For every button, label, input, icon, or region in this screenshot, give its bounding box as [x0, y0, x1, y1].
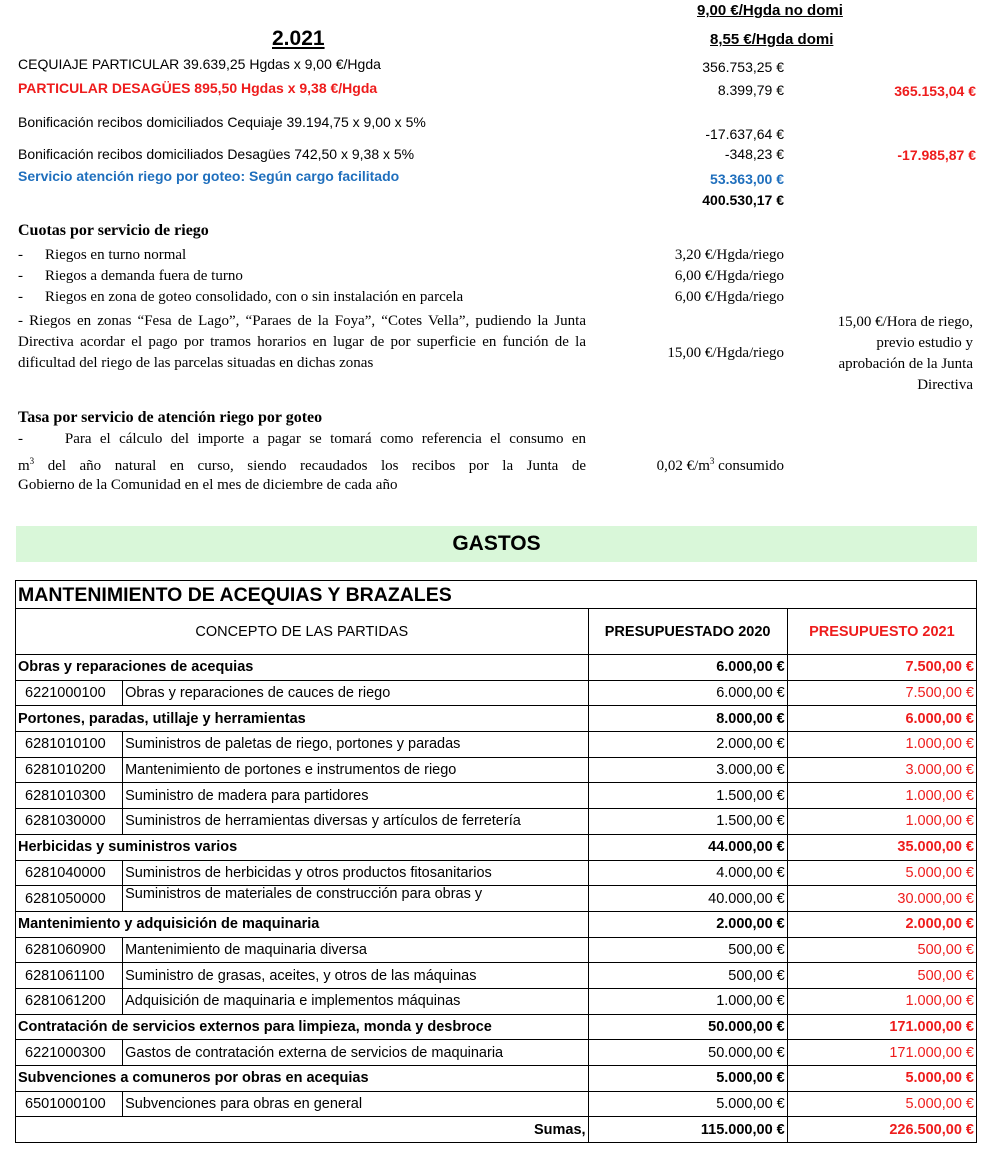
- group-row: [16, 655, 977, 681]
- account-code: 6281050000: [16, 886, 123, 912]
- col-2021-header: PRESUPUESTO 2021: [787, 609, 976, 655]
- group-row: [16, 834, 977, 860]
- bonif-cequiaje-value: -17.637,64 €: [705, 126, 784, 142]
- account-code: 6281060900: [16, 937, 123, 963]
- gastos-banner: [16, 526, 977, 562]
- tasa-unit-exponent: 3: [29, 456, 35, 466]
- concept-cell: Suministros de herbicidas y otros productos fitosanitarios: [123, 860, 588, 886]
- concept-cell: Gastos de contratación externa de servicios de maquinaria: [123, 1040, 588, 1066]
- tasa-text-3: Gobierno de la Comunidad en el mes de diciembre de cada año: [18, 477, 398, 493]
- cuota-special-text: - Riegos en zonas “Fesa de Lago”, “Paraes de la Foya”, “Cotes Vella”, pudiendo la Junta Directiva acordar el pago por tramos horarios en lugar de por superficie en función de la dificultad del riego de las parcelas situadas en dichas zonas: [18, 313, 586, 371]
- concept-cell: Suministros de herramientas diversas y artículos de ferretería: [123, 809, 588, 835]
- value-2021: 1.000,00 €: [787, 988, 976, 1014]
- rate-no-domi: 9,00 €/Hgda no domi: [697, 2, 843, 19]
- group-row: [16, 1014, 977, 1040]
- table-row: [16, 988, 977, 1014]
- sum-label: Sumas,: [16, 1117, 589, 1143]
- cequiaje-label: CEQUIAJE PARTICULAR 39.639,25 Hgdas x 9,00 €/Hgda: [18, 56, 381, 72]
- concept-cell: Mantenimiento de portones e instrumentos de riego: [123, 757, 588, 783]
- rate-domi: 8,55 €/Hgda domi: [710, 31, 834, 48]
- cuota-value-goteo: 6,00 €/Hgda/riego: [674, 289, 784, 305]
- account-code: 6281040000: [16, 860, 123, 886]
- table-row: [16, 886, 977, 912]
- table-row: [16, 809, 977, 835]
- value-2021: 1.000,00 €: [787, 783, 976, 809]
- value-2020: 3.000,00 €: [588, 757, 787, 783]
- account-code: 6281061200: [16, 988, 123, 1014]
- table-title: MANTENIMIENTO DE ACEQUIAS Y BRAZALES: [16, 581, 977, 609]
- tasa-value-exponent: 3: [709, 456, 715, 466]
- value-2020: 4.000,00 €: [588, 860, 787, 886]
- table-row: [16, 963, 977, 989]
- table-row: [16, 1091, 977, 1117]
- cuota-value-turno-normal: 3,20 €/Hgda/riego: [674, 247, 784, 263]
- cequiaje-value: 356.753,25 €: [702, 59, 784, 75]
- cuota-special-note-4: Directiva: [917, 377, 973, 393]
- group-label: Obras y reparaciones de acequias: [16, 655, 589, 681]
- subtotal-1: 365.153,04 €: [894, 83, 976, 99]
- value-2020: 6.000,00 €: [588, 680, 787, 706]
- table-title-row: [16, 581, 977, 609]
- table-row: [16, 1040, 977, 1066]
- group-value-2020: 44.000,00 €: [588, 834, 787, 860]
- concept-cell: Suministro de grasas, aceites, y otros de las máquinas: [123, 963, 588, 989]
- cuota-dash: -: [18, 268, 23, 284]
- value-2020: 500,00 €: [588, 937, 787, 963]
- value-2020: 2.000,00 €: [588, 732, 787, 758]
- group-label: Mantenimiento y adquisición de maquinaria: [16, 911, 589, 937]
- bonif-desagues-value: -348,23 €: [724, 146, 784, 162]
- cuota-value-demanda: 6,00 €/Hgda/riego: [674, 268, 784, 284]
- value-2021: 5.000,00 €: [787, 860, 976, 886]
- col-concept-header: [16, 609, 589, 655]
- bonif-cequiaje-label: Bonificación recibos domiciliados Cequiaje 39.194,75 x 9,00 x 5%: [18, 114, 426, 130]
- group-value-2021: 35.000,00 €: [787, 834, 976, 860]
- cuota-special-note-3: aprobación de la Junta: [838, 356, 973, 372]
- bonif-desagues-label: Bonificación recibos domiciliados Desagües 742,50 x 9,38 x 5%: [18, 146, 415, 162]
- group-label: Contratación de servicios externos para limpieza, monda y desbroce: [16, 1014, 589, 1040]
- goteo-label: Servicio atención riego por goteo: Según cargo facilitado: [18, 168, 400, 184]
- value-2020: 1.500,00 €: [588, 783, 787, 809]
- value-2020: 1.000,00 €: [588, 988, 787, 1014]
- gastos-title: GASTOS: [452, 532, 541, 555]
- value-2021: 500,00 €: [787, 937, 976, 963]
- concept-cell: Suministros de paletas de riego, portones y paradas: [123, 732, 588, 758]
- goteo-value: 53.363,00 €: [710, 171, 784, 187]
- concept-cell: Subvenciones para obras en general: [123, 1091, 588, 1117]
- cuota-dash: -: [18, 289, 23, 305]
- value-2021: 500,00 €: [787, 963, 976, 989]
- table-row: [16, 783, 977, 809]
- group-row: [16, 911, 977, 937]
- group-value-2021: 171.000,00 €: [787, 1014, 976, 1040]
- value-2020: 500,00 €: [588, 963, 787, 989]
- year-heading: 2.021: [272, 27, 325, 50]
- cuota-special-value: 15,00 €/Hgda/riego: [667, 345, 784, 361]
- tasa-title: Tasa por servicio de atención riego por goteo: [18, 409, 323, 426]
- group-label: Subvenciones a comuneros por obras en acequias: [16, 1066, 589, 1092]
- value-2020: 40.000,00 €: [588, 886, 787, 912]
- group-value-2020: 6.000,00 €: [588, 655, 787, 681]
- group-row: [16, 1066, 977, 1092]
- table-row: [16, 937, 977, 963]
- value-2021: 30.000,00 €: [787, 886, 976, 912]
- sum-2020: 115.000,00 €: [588, 1117, 787, 1143]
- group-value-2020: 5.000,00 €: [588, 1066, 787, 1092]
- group-value-2021: 2.000,00 €: [787, 911, 976, 937]
- cuota-special-note-1: 15,00 €/Hora de riego,: [837, 314, 973, 330]
- table-row: [16, 680, 977, 706]
- sum-row: [16, 1117, 977, 1143]
- account-code: 6221000300: [16, 1040, 123, 1066]
- tasa-text-2: [18, 456, 586, 475]
- value-2021: 7.500,00 €: [787, 680, 976, 706]
- account-code: 6281030000: [16, 809, 123, 835]
- cuota-item-goteo: Riegos en zona de goteo consolidado, con o sin instalación en parcela: [45, 289, 464, 305]
- desagues-value: 8.399,79 €: [717, 82, 784, 98]
- cuota-item-turno-normal: Riegos en turno normal: [45, 247, 187, 263]
- tasa-value: [600, 456, 784, 475]
- cuotas-title: Cuotas por servicio de riego: [18, 222, 209, 239]
- tasa-value-b: consumido: [714, 458, 784, 474]
- value-2021: 3.000,00 €: [787, 757, 976, 783]
- group-label: Herbicidas y suministros varios: [16, 834, 589, 860]
- group-value-2021: 7.500,00 €: [787, 655, 976, 681]
- concept-cell: Obras y reparaciones de cauces de riego: [123, 680, 588, 706]
- col-concept-label: CONCEPTO DE LAS PARTIDAS: [195, 623, 409, 640]
- concept-cell: Mantenimiento de maquinaria diversa: [123, 937, 588, 963]
- value-2020: 50.000,00 €: [588, 1040, 787, 1066]
- concept-cell: Suministro de madera para partidores: [123, 783, 588, 809]
- cuota-special-note-2: previo estudio y: [876, 335, 973, 351]
- table-row: [16, 732, 977, 758]
- value-2021: 1.000,00 €: [787, 809, 976, 835]
- concept-cell: Suministros de materiales de construcción para obras y: [123, 886, 588, 912]
- table-header-row: [16, 609, 977, 655]
- value-2020: 1.500,00 €: [588, 809, 787, 835]
- subtotal-2: -17.985,87 €: [897, 147, 976, 163]
- account-code: 6281010300: [16, 783, 123, 809]
- budget-table: [15, 580, 977, 1143]
- table-row: [16, 860, 977, 886]
- table-row: [16, 757, 977, 783]
- group-value-2020: 2.000,00 €: [588, 911, 787, 937]
- account-code: 6281061100: [16, 963, 123, 989]
- account-code: 6501000100: [16, 1091, 123, 1117]
- value-2021: 1.000,00 €: [787, 732, 976, 758]
- value-2021: 171.000,00 €: [787, 1040, 976, 1066]
- concept-cell: Adquisición de maquinaria e implementos máquinas: [123, 988, 588, 1014]
- cuota-dash: -: [18, 247, 23, 263]
- account-code: 6221000100: [16, 680, 123, 706]
- cuota-item-demanda: Riegos a demanda fuera de turno: [45, 268, 243, 284]
- value-2020: 5.000,00 €: [588, 1091, 787, 1117]
- group-row: [16, 706, 977, 732]
- ingresos-total: 400.530,17 €: [702, 192, 784, 208]
- account-code: 6281010100: [16, 732, 123, 758]
- tasa-value-a: 0,02 €/m: [656, 458, 710, 474]
- group-label: Portones, paradas, utillaje y herramientas: [16, 706, 589, 732]
- tasa-unit: m: [18, 458, 30, 474]
- sum-2021: 226.500,00 €: [787, 1117, 976, 1143]
- value-2021: 5.000,00 €: [787, 1091, 976, 1117]
- account-code: 6281010200: [16, 757, 123, 783]
- tasa-text-1: - Para el cálculo del importe a pagar se tomará como referencia el consumo en: [18, 431, 586, 447]
- group-value-2021: 5.000,00 €: [787, 1066, 976, 1092]
- group-value-2021: 6.000,00 €: [787, 706, 976, 732]
- group-value-2020: 50.000,00 €: [588, 1014, 787, 1040]
- col-2020-header: PRESUPUESTADO 2020: [588, 609, 787, 655]
- group-value-2020: 8.000,00 €: [588, 706, 787, 732]
- tasa-text-2-rest: del año natural en curso, siendo recaudados los recibos por la Junta de: [34, 458, 586, 474]
- desagues-label: PARTICULAR DESAGÜES 895,50 Hgdas x 9,38 €/Hgda: [18, 80, 378, 96]
